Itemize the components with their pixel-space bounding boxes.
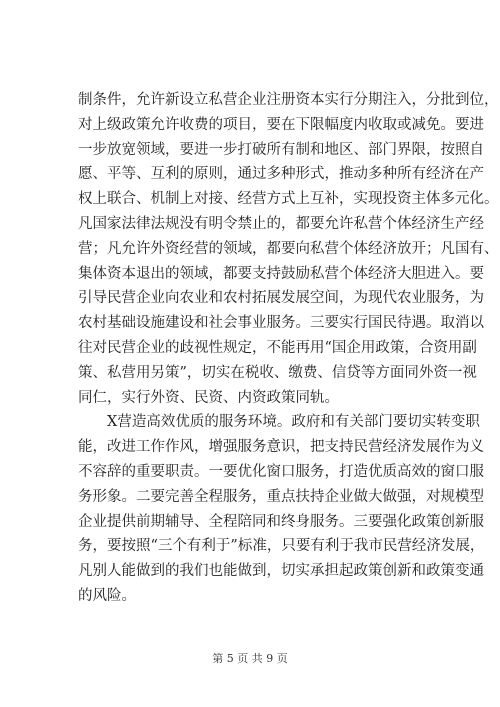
- paragraph-1-line: 制条件，允许新设立私营企业注册资本实行分期注入，分批到位，: [78, 92, 499, 108]
- paragraph-2-line: X营造高效优质的服务环境。政府和有关部门要切实转变职: [78, 414, 480, 431]
- paragraph-2-line: 务形象。二要完善全程服务，重点扶持企业做大做强，对规模型: [78, 488, 484, 505]
- paragraph-1-line: 农村基础设施建设和社会事业服务。三要实行国民待遇。取消以: [78, 315, 484, 332]
- paragraph-1-line: 凡国家法律法规没有明令禁止的，都要允许私营个体经济生产经: [78, 216, 484, 232]
- paragraph-1-line: 策、私营用另策”，切实在税收、缴费、信贷等方面同外资一视: [78, 364, 477, 381]
- paragraph-2-line: 的风险。: [78, 588, 136, 604]
- paragraph-2-line: 不容辞的重要职责。一要优化窗口服务，打造优质高效的窗口服: [78, 464, 484, 480]
- paragraph-2-line: 企业提供前期辅导、全程陪同和终身服务。三要强化政策创新服: [78, 513, 484, 530]
- paragraph-2-line: 务，要按照“三个有利于”标准，只要有利于我市民营经济发展，: [78, 538, 485, 555]
- paragraph-1-line: 愿、平等、互利的原则，通过多种形式，推动多种所有经济在产: [78, 166, 484, 183]
- page-footer: 第 5 页 共 9 页: [212, 652, 288, 665]
- paragraph-1-line: 一步放宽领域，要进一步打破所有制和地区、部门界限，按照自: [78, 141, 484, 158]
- paragraph-1-line: 集体资本退出的领域，都要支持鼓励私营个体经济大胆进入。要: [78, 265, 484, 282]
- paragraph-1-line: 往对民营企业的歧视性规定，不能再用“国企用政策，合资用副: [78, 340, 477, 356]
- paragraph-2-line: 凡别人能做到的我们也能做到，切实承担起政策创新和政策变通: [78, 563, 484, 580]
- paragraph-1-line: 引导民营企业向农业和农村拓展发展空间，为现代农业服务，为: [78, 290, 484, 307]
- paragraph-1-line: 对上级政策允许收费的项目，要在下限幅度内收取或减免。要进: [78, 116, 484, 133]
- paragraph-1-line: 权上联合、机制上对接、经营方式上互补，实现投资主体多元化。: [78, 191, 499, 208]
- paragraph-2-line: 能，改进工作作风，增强服务意识，把支持民营经济发展作为义: [78, 439, 484, 456]
- paragraph-1-line: 营；凡允许外资经营的领域，都要向私营个体经济放开；凡国有、: [78, 240, 499, 257]
- paragraph-1-line: 同仁，实行外资、民资、内资政策同轨。: [78, 389, 339, 406]
